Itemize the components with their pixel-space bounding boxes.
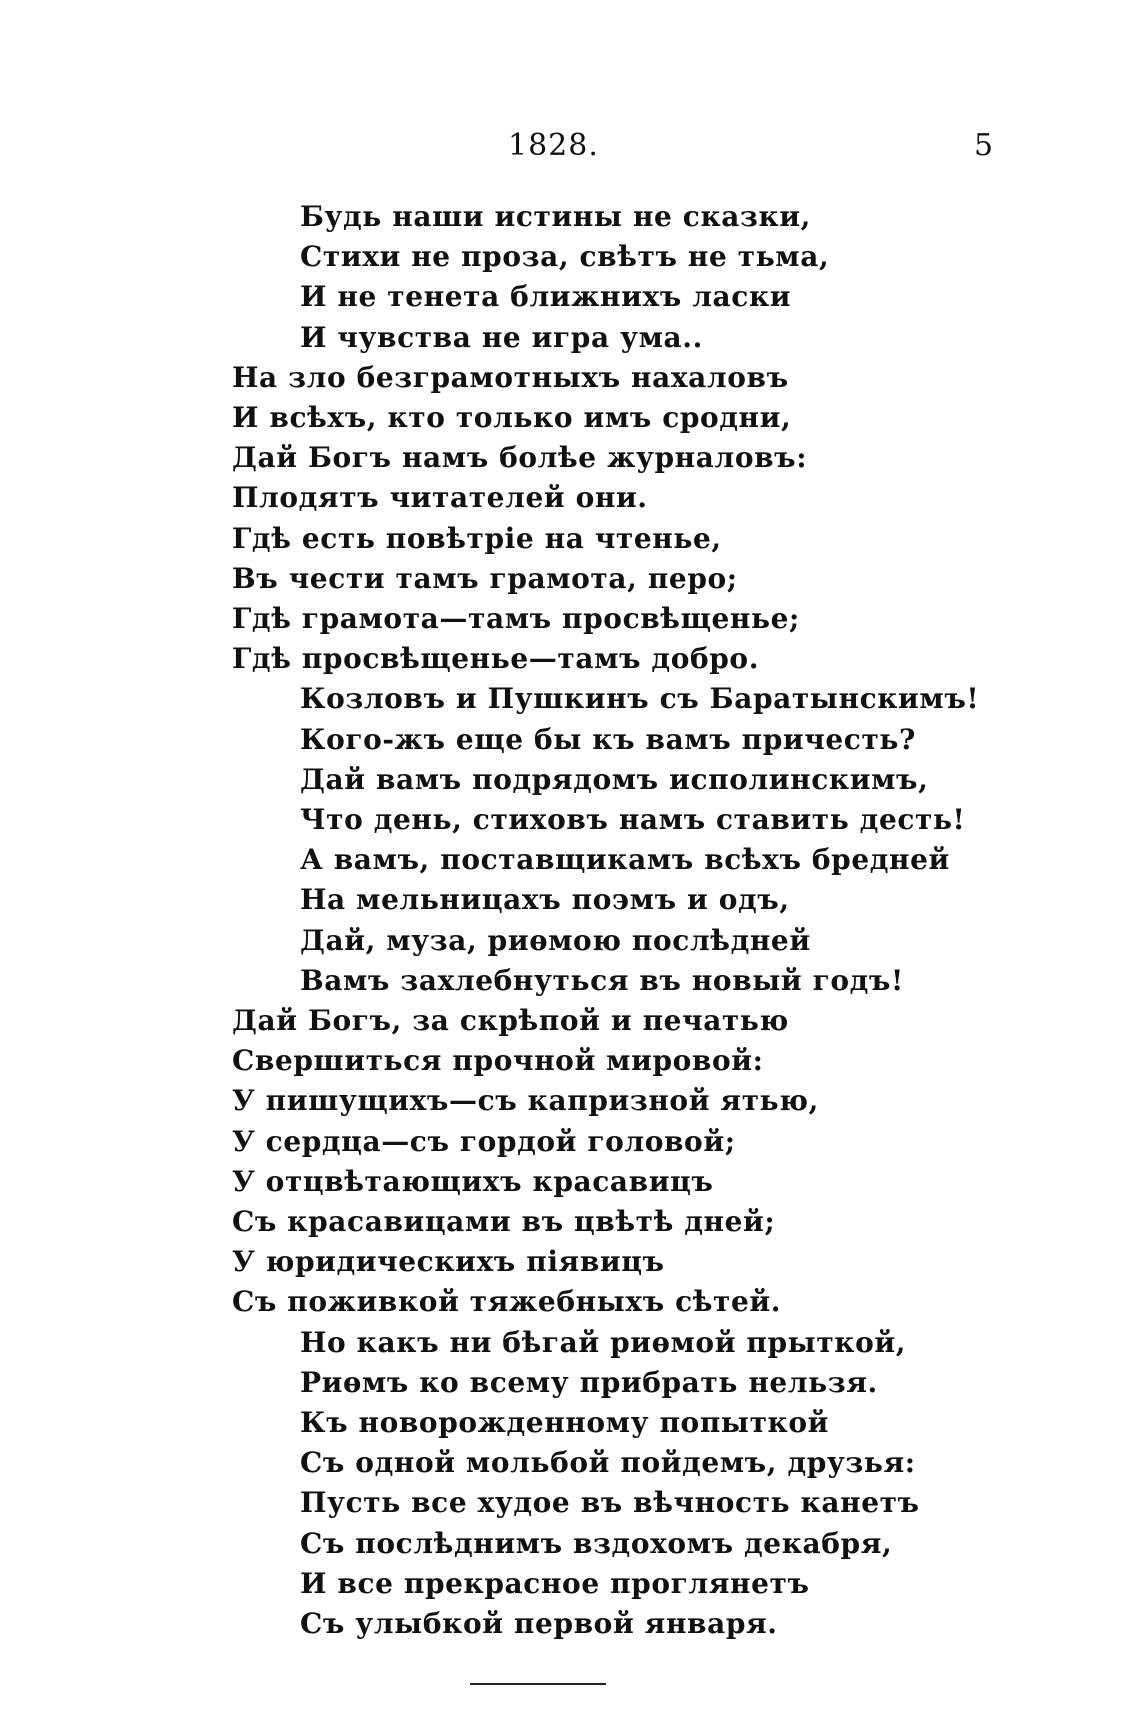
poem-line: Кого-жъ еще бы къ вамъ причесть? xyxy=(300,723,917,756)
poem-line: Съ красавицами въ цвѣтѣ дней; xyxy=(232,1205,776,1238)
poem-line: Съ послѣднимъ вздохомъ декабря, xyxy=(300,1527,893,1560)
poem-line: Гдѣ есть повѣтріе на чтенье, xyxy=(232,522,722,555)
poem-line: Дай Богъ, за скрѣпой и печатью xyxy=(232,1004,789,1037)
poem-line: И не тенета ближнихъ ласки xyxy=(300,280,792,313)
poem-line: Гдѣ просвѣщенье—тамъ добро. xyxy=(232,642,760,675)
poem-line: Но какъ ни бѣгай риѳмой прыткой, xyxy=(300,1326,907,1359)
poem-line: У отцвѣтающихъ красавицъ xyxy=(232,1165,714,1198)
poem-line: Дай, муза, риѳмою послѣдней xyxy=(300,924,811,957)
poem-line: Дай вамъ подрядомъ исполинскимъ, xyxy=(300,763,929,796)
end-rule xyxy=(470,1683,606,1685)
poem-line: Съ улыбкой первой января. xyxy=(300,1607,778,1640)
poem-line: Риѳмъ ко всему прибрать нельзя. xyxy=(300,1366,878,1399)
running-title-year: 1828. xyxy=(508,128,599,163)
poem-line: Стихи не проза, свѣтъ не тьма, xyxy=(300,240,830,273)
poem-line: Въ чести тамъ грамота, перо; xyxy=(232,562,738,595)
poem-line: Что день, стиховъ намъ ставить десть! xyxy=(300,803,966,836)
poem-line: Съ одной мольбой пойдемъ, друзья: xyxy=(300,1446,916,1479)
poem-line: Козловъ и Пушкинъ съ Баратынскимъ! xyxy=(300,682,980,715)
poem-line: Будь наши истины не сказки, xyxy=(300,200,812,233)
poem-line: И чувства не игра ума.. xyxy=(300,321,703,354)
poem-line: Съ поживкой тяжебныхъ сѣтей. xyxy=(232,1285,782,1318)
poem-line: Гдѣ грамота—тамъ просвѣщенье; xyxy=(232,602,800,635)
poem-line: У пишущихъ—съ капризной ятью, xyxy=(232,1084,819,1117)
poem-line: Вамъ захлебнуться въ новый годъ! xyxy=(300,964,904,997)
poem-line: И всѣхъ, кто только имъ сродни, xyxy=(232,401,792,434)
poem-line: У юридическихъ піявицъ xyxy=(232,1245,665,1278)
poem-line: На мельницахъ поэмъ и одъ, xyxy=(300,883,790,916)
poem-line: Свершиться прочной мировой: xyxy=(232,1044,764,1077)
poem-line: Плодятъ читателей они. xyxy=(232,481,648,514)
poem-line: Къ новорожденному попыткой xyxy=(300,1406,830,1439)
poem-line: На зло безграмотныхъ нахаловъ xyxy=(232,361,789,394)
running-header xyxy=(0,128,1140,168)
poem-line: У сердца—съ гордой головой; xyxy=(232,1125,736,1158)
poem-line: Дай Богъ намъ болѣе журналовъ: xyxy=(232,441,808,474)
poem-line: Пусть все худое въ вѣчность канетъ xyxy=(300,1486,920,1519)
page-number: 5 xyxy=(974,128,994,163)
poem-line: А вамъ, поставщикамъ всѣхъ бредней xyxy=(300,843,950,876)
poem-line: И все прекрасное проглянетъ xyxy=(300,1567,810,1600)
